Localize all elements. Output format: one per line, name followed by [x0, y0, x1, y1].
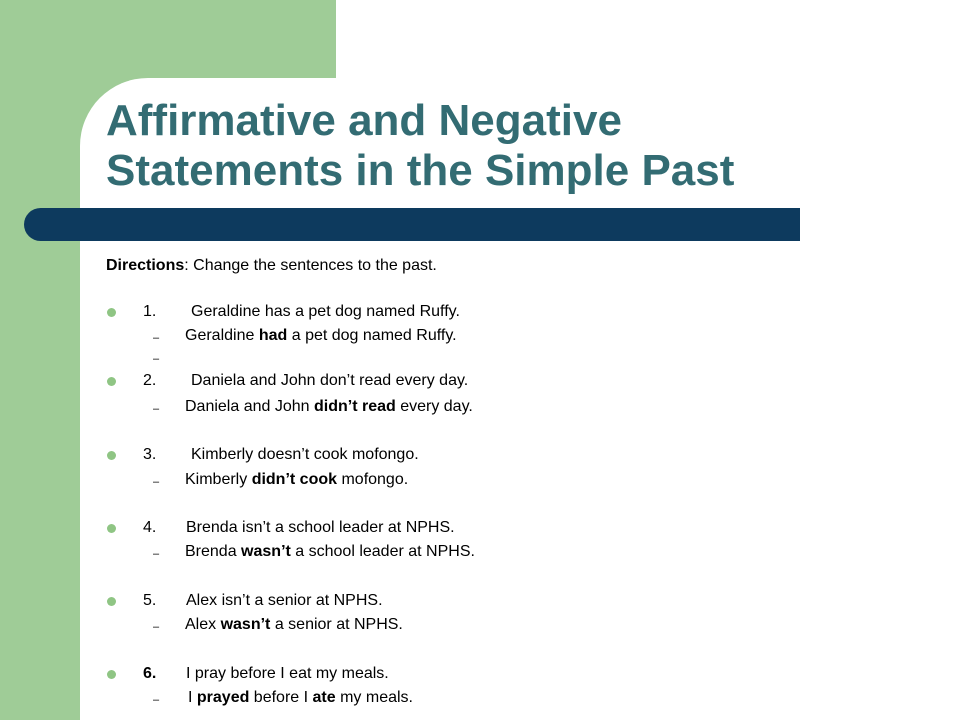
- item-answer: Brenda wasn’t a school leader at NPHS.: [185, 543, 475, 560]
- item-question: I pray before I eat my meals.: [186, 665, 389, 682]
- item-answer: Alex wasn’t a senior at NPHS.: [185, 616, 403, 633]
- item-question: Brenda isn’t a school leader at NPHS.: [186, 519, 455, 536]
- slide-title: [106, 96, 926, 196]
- item-answer: Kimberly didn’t cook mofongo.: [185, 471, 409, 488]
- bullet-icon: [107, 377, 116, 386]
- directions-text: : Change the sentences to the past.: [184, 257, 437, 274]
- bullet-icon: [107, 524, 116, 533]
- item-number: 6.: [143, 665, 157, 682]
- item-number: 1.: [143, 303, 157, 320]
- item-question: Kimberly doesn’t cook mofongo.: [191, 446, 419, 463]
- title-line-2: Statements in the Simple Past: [106, 146, 735, 195]
- item-question: Daniela and John don’t read every day.: [191, 372, 469, 389]
- title-line-1: Affirmative and Negative: [106, 96, 622, 145]
- dash-icon: –: [153, 353, 160, 365]
- item-answer: I prayed before I ate my meals.: [188, 689, 413, 706]
- item-answer: Geraldine had a pet dog named Ruffy.: [185, 327, 457, 344]
- title-underline-bar: [24, 208, 800, 241]
- bullet-icon: [107, 597, 116, 606]
- item-number: 4.: [143, 519, 157, 536]
- directions-label: Directions: [106, 257, 185, 274]
- dash-icon: –: [153, 332, 160, 344]
- dash-icon: –: [153, 694, 160, 706]
- bullet-icon: [107, 451, 116, 460]
- item-number: 3.: [143, 446, 157, 463]
- dash-icon: –: [153, 548, 160, 560]
- directions: [106, 257, 437, 275]
- item-number: 2.: [143, 372, 157, 389]
- item-answer: Daniela and John didn’t read every day.: [185, 398, 473, 415]
- item-number: 5.: [143, 592, 157, 609]
- item-question: Alex isn’t a senior at NPHS.: [186, 592, 383, 609]
- dash-icon: –: [153, 403, 160, 415]
- dash-icon: –: [153, 476, 160, 488]
- bullet-icon: [107, 670, 116, 679]
- bullet-icon: [107, 308, 116, 317]
- item-question: Geraldine has a pet dog named Ruffy.: [191, 303, 460, 320]
- dash-icon: –: [153, 621, 160, 633]
